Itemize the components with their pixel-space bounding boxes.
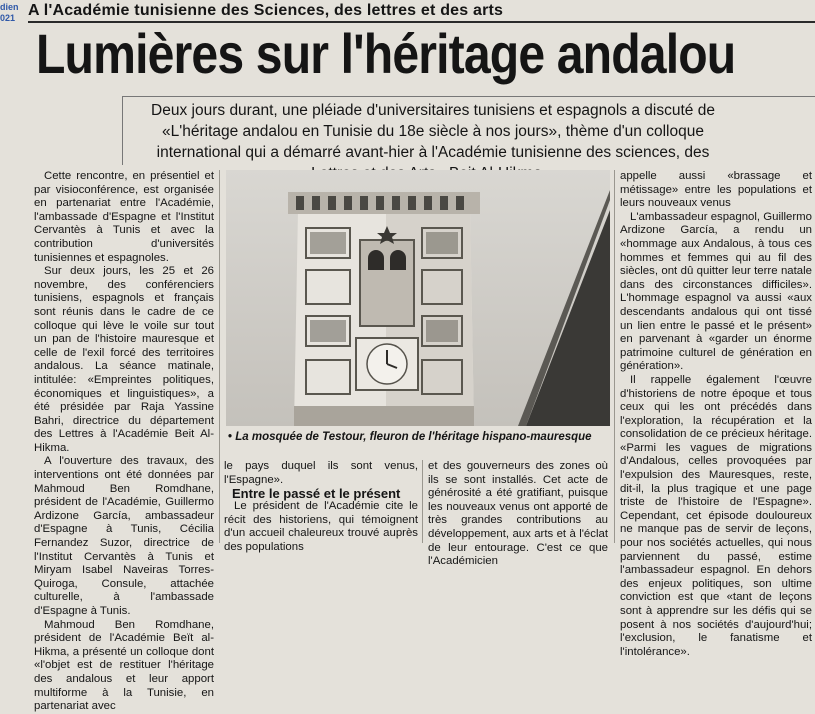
photo-caption <box>228 431 608 444</box>
caption-text: La mosquée de Testour, fleuron de l'héritage hispano-mauresque <box>235 431 592 443</box>
mosque-photo <box>226 170 610 426</box>
section-rubric: A l'Académie tunisienne des Sciences, des lettres et des arts <box>28 2 504 19</box>
column-left <box>34 170 214 714</box>
column-divider <box>422 460 423 543</box>
paragraph: Il rappelle également l'œuvre d'historiens de notre époque et tous ceux qui les ont précédés dans l'exploration, la récupération et la consolidation de ce précieux héritage. «Parmi les vagues de migrations d'Andalous, celles provoquées par l'expulsion des Mauresques, reste, dit-il, la plus tragique et une page triste de l'histoire de l'Espagne». Cependant, cet épisode douloureux ne manque pas de servir de leçons, pour nos sociétés actuelles, qui nous parviennent du passé, estime l'ambassadeur espagnol. En dehors des enjeux politiques, son ultime conviction est que «tant de leçons sont à apprendre sur les défis qui se posent à nos sociétés d'aujourd'hui; l'exclusion, le fanatisme et l'intolérance». <box>620 373 812 658</box>
column-middle <box>224 500 418 554</box>
date-fragment-line1: dien <box>0 2 19 12</box>
date-fragment-line2: 021 <box>0 13 16 23</box>
section-subheading: Entre le passé et le présent <box>232 486 401 501</box>
paragraph: appelle aussi «brassage et métissage» entre les populations et leurs nouveaux venus <box>620 170 812 210</box>
date-fragment <box>0 2 22 24</box>
paragraph: et des gouverneurs des zones où ils se sont installés. Cet acte de générosité a été gratifiant, puisque les nouveaux venus ont apporté de très grandes contributions au développement, aux arts et à l'éclat de leur entourage. C'est ce que l'Académicien <box>428 460 608 568</box>
minaret-illustration <box>226 170 610 426</box>
column-divider <box>219 170 220 543</box>
paragraph: A l'ouverture des travaux, des interventions ont été données par Mahmoud Ben Romdhane, président de l'Académie, Guillermo Ardizone García, ambassadeur d'Espagne à Tunis, Cécilia Fernandez Suzor, directrice de l'Institut Cervantès à Tunis et Miryam Isabel Naveiras Torres-Quiroga, Consule, attachée culturelle, à l'ambassade d'Espagne à Tunis. <box>34 455 214 617</box>
column-center <box>428 460 608 569</box>
paragraph: L'ambassadeur espagnol, Guillermo Ardizone García, a rendu un «hommage aux Andalous, à tous ces hommes et femmes qui au fil des siècles, ont dû quitter leur terre natale dans des circonstances difficiles». L'hommage espagnol va aussi «aux descendants andalous qui ont tissé un lien entre le passé et le présent» en parvenant à «garder un énorme patrimoine culturel de génération en génération». <box>620 210 812 373</box>
column-right <box>620 170 812 659</box>
column-middle-top <box>224 460 418 487</box>
paragraph: le pays duquel ils sont venus, l'Espagne». <box>224 460 418 486</box>
paragraph: Cette rencontre, en présentiel et par visioconférence, est organisée en partenariat entre l'Académie, l'ambassade d'Espagne et l'Institut Cervantès à Tunis et avec la contribution d'universités tunisiennes et espagnoles. <box>34 170 214 264</box>
article-lead: Deux jours durant, une pléiade d'universitaires tunisiens et espagnols a discuté de «L'héritage andalou en Tunisie du 18e siècle à nos jours», thème d'un colloque international qui a démarré avant-hier à l'Académie tunisienne des sciences, des <box>151 102 715 161</box>
column-divider <box>614 170 615 543</box>
bullet-icon: • <box>228 431 236 443</box>
paragraph: Le président de l'Académie cite le récit des historiens, qui témoignent d'un accueil chaleureux trouvé auprès des populations <box>224 500 418 553</box>
paragraph: Mahmoud Ben Romdhane, président de l'Académie Beït al-Hikma, a présenté un colloque dont «l'objet est de restituer l'héritage des andalous et leur apport multiforme à la Tunisie, en partenariat avec <box>34 618 214 713</box>
article-headline: Lumières sur l'héritage andalou <box>36 22 736 85</box>
paragraph: Sur deux jours, les 25 et 26 novembre, des conférenciers tunisiens, espagnols et français sont réunis dans le cadre de ce colloque qui lève le voile sur tout un pan de l'histoire mauresque et celle de l'exil forcé des territoires andalous. La séance matinale, intitulée: «Empreintes politiques, économiques et linguistiques», a été présidée par Raja Yassine Bahri, directrice du département des Lettres à l'Académie Beit Al-Hikma. <box>34 265 214 454</box>
